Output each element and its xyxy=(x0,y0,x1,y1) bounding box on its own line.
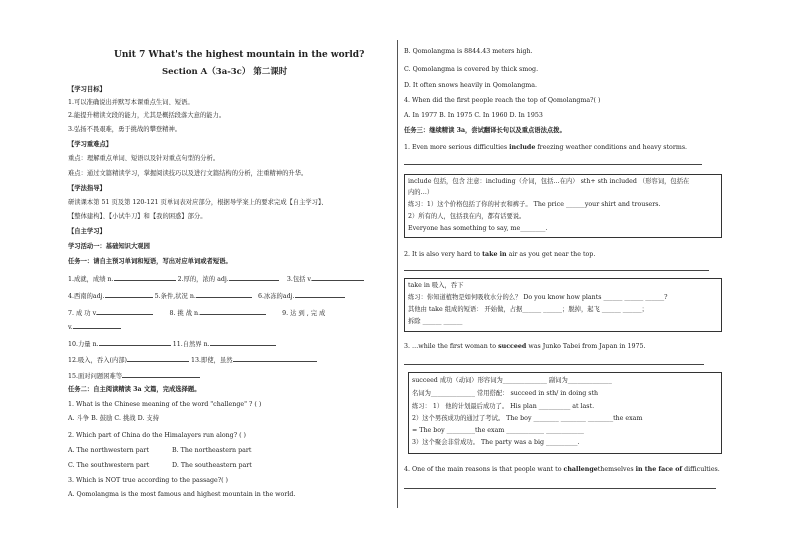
activity-1: 学习活动一：基础知识大观园 xyxy=(68,243,150,250)
answer-blank[interactable] xyxy=(127,355,189,362)
question-3-option-c: C. Qomolangma is covered by thick smog. xyxy=(404,66,539,73)
vocab-6: 6.冰冻的adj. xyxy=(257,293,295,300)
question-3-option-a: A. Qomolangma is the most famous and highest mountain in the world. xyxy=(68,491,296,498)
goal-3: 3.弘扬不畏艰难，勇于挑战的攀登精神。 xyxy=(68,126,182,133)
question-2-option-c: C. The southwestern part xyxy=(68,462,150,469)
key-2: 难点：通过文篇精读学习，掌握阅读技巧以及进行文篇结构的分析，注重精神的升华。 xyxy=(68,170,308,177)
guide-heading: 【学法指导】 xyxy=(68,185,106,192)
answer-line[interactable] xyxy=(404,364,704,365)
vocab-8: 8. 挑 战 n. xyxy=(169,310,201,317)
sentence-4: 4. One of the main reasons is that people want to challengethemselves in the face of difficulties. xyxy=(404,466,720,473)
vocab-13: 13.即使，虽然 xyxy=(191,357,233,364)
answer-blank[interactable] xyxy=(233,355,317,362)
note-succeed-2: 名词为______________ 常用搭配： succeed in sth/ in doing sth xyxy=(412,390,599,397)
vocab-2: 2.厚的，浓的 adj. xyxy=(177,276,229,283)
task-3: 任务三：继续精读 3a，尝试翻译长句以及重点语法点拨。 xyxy=(404,127,566,134)
vocab-row-1 xyxy=(68,274,364,284)
answer-blank[interactable] xyxy=(295,291,345,298)
note-succeed-1: succeed 成功（动词）形容词为______________ 副词为______________ xyxy=(412,377,612,384)
question-2-option-d: D. The southeastern part xyxy=(172,462,252,469)
answer-line[interactable] xyxy=(404,488,716,489)
sentence-1: 1. Even more serious difficulties include freezing weather conditions and heavy storms. xyxy=(404,144,688,151)
goal-2: 2.能提升精读文段的能力，尤其是概括段落大意的能力。 xyxy=(68,112,226,119)
vocab-12: 12.吸入，吞入(内部) xyxy=(68,357,128,364)
answer-blank[interactable] xyxy=(229,274,279,281)
vocab-5: 5.条件,状况 n. xyxy=(154,293,196,300)
note-take-in-3: 其他由 take 组成的短语： 开始做，占据______ ______；脱掉，起飞 ______ ______； xyxy=(408,306,648,313)
vocab-row-2 xyxy=(68,291,345,301)
question-3-option-d: D. It often snows heavily in Qomolangma. xyxy=(404,82,538,89)
answer-blank[interactable] xyxy=(210,339,276,346)
key-heading: 【学习重难点】 xyxy=(68,141,113,148)
vocab-10: 10.力量 n. xyxy=(68,341,99,348)
note-succeed-6: 3）这个聚会非常成功。 The party was a big __________. xyxy=(412,439,580,446)
note-take-in-2: 练习：你知道植物是如何吸收水分的么？ Do you know how plants ______ ______ ______? xyxy=(408,294,668,301)
vocab-9: 9. 达 到 , 完 成 xyxy=(282,310,326,317)
vocab-row-3b xyxy=(68,322,121,332)
answer-line[interactable] xyxy=(404,270,709,271)
sentence-2: 2. It is also very hard to take in air as you get near the top. xyxy=(404,251,596,258)
vocab-row-5 xyxy=(68,355,317,365)
question-3: 3. Which is NOT true according to the passage?( ) xyxy=(68,477,229,484)
question-3-option-b: B. Qomolangma is 8844.43 meters high. xyxy=(404,48,533,55)
note-include-3: 练习：1）这个价格包括了你的衬衣和裤子。 The price ______your shirt and trousers. xyxy=(408,201,661,208)
vocab-row-6 xyxy=(68,371,200,381)
question-2-option-b: B. The northeastern part xyxy=(172,447,252,454)
question-4-options: A. In 1977 B. In 1975 C. In 1960 D. In 1953 xyxy=(404,112,543,119)
question-1: 1. What is the Chinese meaning of the word "challenge" ? ( ) xyxy=(68,401,262,408)
vocab-11: 11.自然界 n. xyxy=(172,341,210,348)
answer-blank[interactable] xyxy=(105,291,153,298)
page-title: Unit 7 What's the highest mountain in the world? xyxy=(114,50,365,60)
answer-blank[interactable] xyxy=(97,308,153,315)
answer-blank[interactable] xyxy=(114,274,176,281)
section-title: Section A（3a-3c） 第二课时 xyxy=(162,67,288,77)
note-include-1: include 包括，包含 注意：including（介词，包括…在内） sth+ sth included （形容词，包括在 xyxy=(408,178,690,185)
vocab-3: 3.包括 v. xyxy=(286,276,313,283)
note-succeed-4: 2）这个男孩成功的通过了考试。 The boy ________ ________ ________the exam xyxy=(412,415,643,422)
vocab-1: 1.成就，成绩 n. xyxy=(68,276,114,283)
goal-1: 1.可以准确说出并默写本课重点生词、短语。 xyxy=(68,99,194,106)
note-succeed-3: 练习： 1） 他的计划最后成功了。 His plan __________ at last. xyxy=(412,403,595,410)
question-4: 4. When did the first people reach the top of Qomolangma?( ) xyxy=(404,97,601,104)
answer-blank[interactable] xyxy=(73,322,121,329)
question-2: 2. Which part of China do the Himalayers run along? ( ) xyxy=(68,432,247,439)
question-2-option-a: A. The northwestern part xyxy=(68,447,149,454)
vocab-4: 4.西南的adj. xyxy=(68,293,105,300)
guide-1: 研读课本第 51 页及第 120-121 页单词表对应部分，根据导学案上的要求完成【自主学习】、 xyxy=(68,199,328,206)
vocab-row-4 xyxy=(68,339,276,349)
note-include-4: 2）所有的人，包括我在内，都有话要说。 xyxy=(408,213,526,220)
guide-2: 【整体建构】、【小试牛刀】和【我的困惑】部分。 xyxy=(68,213,207,220)
vocab-row-3 xyxy=(68,308,325,318)
key-1: 重点：理解重点单词、短语以及针对重点句型的分析。 xyxy=(68,155,220,162)
answer-blank[interactable] xyxy=(122,371,200,378)
column-divider xyxy=(397,40,398,508)
answer-blank[interactable] xyxy=(99,339,171,346)
note-take-in-1: take in 吸入，吞下 xyxy=(408,282,464,289)
note-succeed-5: = The boy _________the exam ____________ ____________ xyxy=(412,427,584,434)
question-1-options: A. 斗争 B. 鼓励 C. 挑战 D. 支持 xyxy=(68,415,159,422)
task-2: 任务二：自主阅读精读 3a 文篇，完成选择题。 xyxy=(68,386,201,393)
vocab-9b: v. xyxy=(68,324,73,331)
answer-blank[interactable] xyxy=(200,308,266,315)
note-include-2: 内的…） xyxy=(408,189,434,196)
task-1: 任务一：请自主预习单词和短语，写出对应单词或者短语。 xyxy=(68,258,232,265)
answer-line[interactable] xyxy=(404,164,702,165)
goal-heading: 【学习目标】 xyxy=(68,86,106,93)
vocab-7: 7. 成 功 v. xyxy=(68,310,98,317)
note-take-in-4: 拆除 ______ ______ xyxy=(408,318,463,325)
sentence-3: 3. …while the first woman to succeed was Junko Tabei from Japan in 1975. xyxy=(404,343,646,350)
note-include-5: Everyone has something to say, me________. xyxy=(408,225,548,232)
self-study-heading: 【自主学习】 xyxy=(68,228,106,235)
answer-blank[interactable] xyxy=(312,274,364,281)
vocab-15: 15.面对问题困难等 xyxy=(68,373,123,380)
answer-blank[interactable] xyxy=(196,291,252,298)
